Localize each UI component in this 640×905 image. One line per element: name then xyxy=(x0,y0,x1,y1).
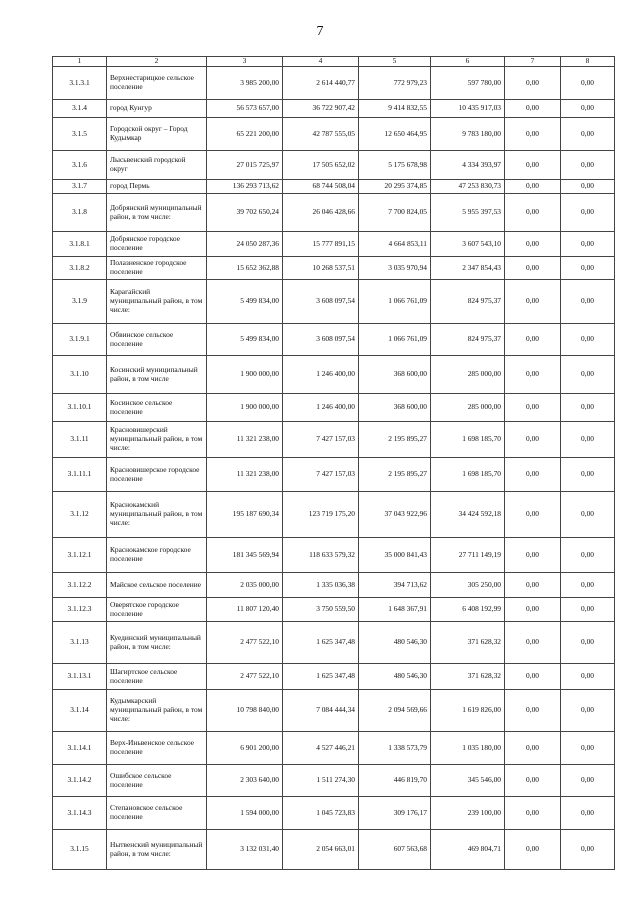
amount-col8: 0,00 xyxy=(561,458,615,492)
amount-col6: 27 711 149,19 xyxy=(431,538,505,573)
amount-col4: 7 427 157,03 xyxy=(283,422,359,458)
amount-col4: 118 633 579,32 xyxy=(283,538,359,573)
amount-col6: 34 424 592,18 xyxy=(431,492,505,538)
amount-col7: 0,00 xyxy=(505,732,561,765)
row-code: 3.1.13 xyxy=(53,622,107,664)
table-row xyxy=(53,151,615,180)
column-header: 1 xyxy=(53,57,107,67)
municipality-name: Верх-Иньвенское сельское поселение xyxy=(107,732,207,765)
column-header: 8 xyxy=(561,57,615,67)
amount-col7: 0,00 xyxy=(505,394,561,422)
row-code: 3.1.13.1 xyxy=(53,664,107,690)
amount-col4: 2 614 440,77 xyxy=(283,67,359,100)
amount-col8: 0,00 xyxy=(561,664,615,690)
amount-col6: 824 975,37 xyxy=(431,324,505,356)
table-row xyxy=(53,797,615,830)
table-row xyxy=(53,67,615,100)
amount-col8: 0,00 xyxy=(561,622,615,664)
amount-col8: 0,00 xyxy=(561,492,615,538)
amount-col8: 0,00 xyxy=(561,232,615,257)
amount-col7: 0,00 xyxy=(505,151,561,180)
municipality-name: Карагайский муниципальный район, в том числе: xyxy=(107,280,207,324)
amount-col7: 0,00 xyxy=(505,257,561,280)
row-code: 3.1.8.2 xyxy=(53,257,107,280)
amount-col6: 345 546,00 xyxy=(431,765,505,797)
municipality-name: Куединский муниципальный район, в том числе: xyxy=(107,622,207,664)
municipality-name: Обвинское сельское поселение xyxy=(107,324,207,356)
amount-col8: 0,00 xyxy=(561,598,615,622)
amount-col7: 0,00 xyxy=(505,232,561,257)
amount-col6: 2 347 854,43 xyxy=(431,257,505,280)
amount-col4: 3 750 559,50 xyxy=(283,598,359,622)
row-code: 3.1.4 xyxy=(53,100,107,118)
table-row xyxy=(53,622,615,664)
amount-col8: 0,00 xyxy=(561,573,615,598)
amount-col8: 0,00 xyxy=(561,118,615,151)
amount-total: 2 477 522,10 xyxy=(207,664,283,690)
municipality-name: Степановское сельское поселение xyxy=(107,797,207,830)
row-code: 3.1.14.2 xyxy=(53,765,107,797)
amount-total: 3 985 200,00 xyxy=(207,67,283,100)
table-row xyxy=(53,598,615,622)
municipality-name: Косинское сельское поселение xyxy=(107,394,207,422)
page-number: 7 xyxy=(316,24,324,39)
amount-total: 24 050 287,36 xyxy=(207,232,283,257)
amount-col7: 0,00 xyxy=(505,194,561,232)
amount-col5: 309 176,17 xyxy=(359,797,431,830)
row-code: 3.1.5 xyxy=(53,118,107,151)
amount-col8: 0,00 xyxy=(561,257,615,280)
municipality-name: Добрянское городское поселение xyxy=(107,232,207,257)
amount-col4: 4 527 446,21 xyxy=(283,732,359,765)
table-row xyxy=(53,280,615,324)
amount-col4: 123 719 175,20 xyxy=(283,492,359,538)
municipality-name: Нытвенский муниципальный район, в том числе: xyxy=(107,830,207,870)
row-code: 3.1.10.1 xyxy=(53,394,107,422)
amount-col5: 2 094 569,66 xyxy=(359,690,431,732)
municipality-name: Краснокамский муниципальный район, в том числе: xyxy=(107,492,207,538)
amount-col4: 26 046 428,66 xyxy=(283,194,359,232)
amount-total: 3 132 031,40 xyxy=(207,830,283,870)
amount-col6: 1 619 826,00 xyxy=(431,690,505,732)
row-code: 3.1.8.1 xyxy=(53,232,107,257)
amount-col6: 5 955 397,53 xyxy=(431,194,505,232)
amount-total: 11 807 120,40 xyxy=(207,598,283,622)
amount-col4: 7 427 157,03 xyxy=(283,458,359,492)
amount-total: 181 345 569,94 xyxy=(207,538,283,573)
amount-col7: 0,00 xyxy=(505,830,561,870)
amount-col5: 480 546,30 xyxy=(359,664,431,690)
amount-total: 2 303 640,00 xyxy=(207,765,283,797)
amount-col5: 9 414 832,55 xyxy=(359,100,431,118)
amount-col7: 0,00 xyxy=(505,100,561,118)
table-row xyxy=(53,232,615,257)
amount-col6: 10 435 917,03 xyxy=(431,100,505,118)
table-row xyxy=(53,458,615,492)
table-row xyxy=(53,422,615,458)
amount-col8: 0,00 xyxy=(561,356,615,394)
column-header: 6 xyxy=(431,57,505,67)
amount-col7: 0,00 xyxy=(505,324,561,356)
amount-col7: 0,00 xyxy=(505,664,561,690)
amount-col5: 772 979,23 xyxy=(359,67,431,100)
table-row xyxy=(53,324,615,356)
amount-col5: 2 195 895,27 xyxy=(359,422,431,458)
amount-col4: 7 084 444,34 xyxy=(283,690,359,732)
amount-col6: 824 975,37 xyxy=(431,280,505,324)
column-header: 4 xyxy=(283,57,359,67)
table-row xyxy=(53,394,615,422)
amount-col6: 1 698 185,70 xyxy=(431,422,505,458)
municipality-name: Полазненское городское поселение xyxy=(107,257,207,280)
amount-col5: 368 600,00 xyxy=(359,394,431,422)
row-code: 3.1.9 xyxy=(53,280,107,324)
municipality-name: Краснокамское городское поселение xyxy=(107,538,207,573)
amount-total: 1 594 000,00 xyxy=(207,797,283,830)
amount-col7: 0,00 xyxy=(505,492,561,538)
municipality-name: Кудымкарский муниципальный район, в том числе: xyxy=(107,690,207,732)
table-row xyxy=(53,194,615,232)
municipality-name: Косинский муниципальный район, в том числе xyxy=(107,356,207,394)
amount-col5: 1 066 761,09 xyxy=(359,324,431,356)
amount-col8: 0,00 xyxy=(561,324,615,356)
amount-col6: 597 780,00 xyxy=(431,67,505,100)
row-code: 3.1.12.1 xyxy=(53,538,107,573)
amount-col7: 0,00 xyxy=(505,118,561,151)
amount-col7: 0,00 xyxy=(505,280,561,324)
amount-col4: 15 777 891,15 xyxy=(283,232,359,257)
amount-col4: 1 625 347,48 xyxy=(283,664,359,690)
amount-col6: 47 253 830,73 xyxy=(431,180,505,194)
amount-col8: 0,00 xyxy=(561,765,615,797)
amount-col7: 0,00 xyxy=(505,538,561,573)
budget-allocation-table xyxy=(52,56,615,870)
amount-col6: 9 783 180,00 xyxy=(431,118,505,151)
column-number-header-row xyxy=(53,57,615,67)
municipality-name: Верхнестарицкое сельское поселение xyxy=(107,67,207,100)
amount-col5: 20 295 374,85 xyxy=(359,180,431,194)
amount-col7: 0,00 xyxy=(505,797,561,830)
amount-total: 136 293 713,62 xyxy=(207,180,283,194)
row-code: 3.1.15 xyxy=(53,830,107,870)
row-code: 3.1.8 xyxy=(53,194,107,232)
table-row xyxy=(53,118,615,151)
amount-col7: 0,00 xyxy=(505,356,561,394)
amount-total: 5 499 834,00 xyxy=(207,280,283,324)
municipality-name: Городской округ – Город Кудымкар xyxy=(107,118,207,151)
table-row xyxy=(53,492,615,538)
amount-col6: 285 000,00 xyxy=(431,394,505,422)
municipality-name: город Кунгур xyxy=(107,100,207,118)
amount-col6: 1 698 185,70 xyxy=(431,458,505,492)
amount-col7: 0,00 xyxy=(505,422,561,458)
amount-col5: 12 650 464,95 xyxy=(359,118,431,151)
amount-col5: 37 043 922,96 xyxy=(359,492,431,538)
amount-col5: 368 600,00 xyxy=(359,356,431,394)
amount-col8: 0,00 xyxy=(561,538,615,573)
row-code: 3.1.10 xyxy=(53,356,107,394)
amount-col6: 4 334 393,97 xyxy=(431,151,505,180)
amount-col8: 0,00 xyxy=(561,151,615,180)
amount-col7: 0,00 xyxy=(505,67,561,100)
amount-col5: 480 546,30 xyxy=(359,622,431,664)
table-row xyxy=(53,356,615,394)
amount-col5: 446 819,70 xyxy=(359,765,431,797)
amount-col8: 0,00 xyxy=(561,67,615,100)
amount-col5: 1 066 761,09 xyxy=(359,280,431,324)
amount-col7: 0,00 xyxy=(505,765,561,797)
amount-col6: 469 804,71 xyxy=(431,830,505,870)
amount-col6: 239 100,00 xyxy=(431,797,505,830)
amount-col5: 607 563,68 xyxy=(359,830,431,870)
amount-col4: 2 054 663,01 xyxy=(283,830,359,870)
amount-col4: 1 511 274,30 xyxy=(283,765,359,797)
amount-col4: 1 625 347,48 xyxy=(283,622,359,664)
amount-col8: 0,00 xyxy=(561,422,615,458)
amount-col6: 371 628,32 xyxy=(431,622,505,664)
amount-total: 65 221 200,00 xyxy=(207,118,283,151)
amount-col8: 0,00 xyxy=(561,690,615,732)
amount-col8: 0,00 xyxy=(561,830,615,870)
amount-col8: 0,00 xyxy=(561,797,615,830)
amount-col5: 3 035 970,94 xyxy=(359,257,431,280)
amount-total: 6 901 200,00 xyxy=(207,732,283,765)
amount-col4: 17 505 652,02 xyxy=(283,151,359,180)
table-row xyxy=(53,573,615,598)
municipality-name: город Пермь xyxy=(107,180,207,194)
amount-col8: 0,00 xyxy=(561,732,615,765)
amount-col4: 68 744 508,04 xyxy=(283,180,359,194)
amount-col5: 5 175 678,98 xyxy=(359,151,431,180)
column-header: 2 xyxy=(107,57,207,67)
municipality-name: Шагиртское сельское поселение xyxy=(107,664,207,690)
amount-col8: 0,00 xyxy=(561,194,615,232)
amount-col7: 0,00 xyxy=(505,690,561,732)
row-code: 3.1.14.3 xyxy=(53,797,107,830)
municipality-name: Лысьвенский городской округ xyxy=(107,151,207,180)
amount-col5: 7 700 824,05 xyxy=(359,194,431,232)
amount-col4: 42 787 555,05 xyxy=(283,118,359,151)
amount-col7: 0,00 xyxy=(505,598,561,622)
row-code: 3.1.7 xyxy=(53,180,107,194)
amount-col4: 3 608 097,54 xyxy=(283,280,359,324)
amount-total: 1 900 000,00 xyxy=(207,356,283,394)
amount-col6: 285 000,00 xyxy=(431,356,505,394)
amount-col4: 10 268 537,51 xyxy=(283,257,359,280)
amount-col7: 0,00 xyxy=(505,622,561,664)
municipality-name: Красновишерское городское поселение xyxy=(107,458,207,492)
amount-total: 5 499 834,00 xyxy=(207,324,283,356)
municipality-name: Оверятское городское поселение xyxy=(107,598,207,622)
amount-total: 10 798 840,00 xyxy=(207,690,283,732)
column-header: 3 xyxy=(207,57,283,67)
amount-col5: 35 000 841,43 xyxy=(359,538,431,573)
row-code: 3.1.12 xyxy=(53,492,107,538)
amount-col4: 36 722 907,42 xyxy=(283,100,359,118)
amount-col5: 4 664 853,11 xyxy=(359,232,431,257)
amount-total: 11 321 238,00 xyxy=(207,422,283,458)
table-row xyxy=(53,664,615,690)
municipality-name: Майское сельское поселение xyxy=(107,573,207,598)
amount-col7: 0,00 xyxy=(505,458,561,492)
amount-col8: 0,00 xyxy=(561,394,615,422)
amount-col4: 1 335 036,38 xyxy=(283,573,359,598)
amount-col6: 1 035 180,00 xyxy=(431,732,505,765)
table-row xyxy=(53,538,615,573)
table-row xyxy=(53,830,615,870)
row-code: 3.1.12.3 xyxy=(53,598,107,622)
amount-total: 15 652 362,88 xyxy=(207,257,283,280)
table-row xyxy=(53,100,615,118)
row-code: 3.1.11 xyxy=(53,422,107,458)
amount-total: 11 321 238,00 xyxy=(207,458,283,492)
amount-col6: 6 408 192,99 xyxy=(431,598,505,622)
table-row xyxy=(53,765,615,797)
amount-col8: 0,00 xyxy=(561,280,615,324)
amount-col6: 3 607 543,10 xyxy=(431,232,505,257)
amount-col5: 1 648 367,91 xyxy=(359,598,431,622)
amount-total: 195 187 690,34 xyxy=(207,492,283,538)
amount-col4: 1 246 400,00 xyxy=(283,356,359,394)
column-header: 7 xyxy=(505,57,561,67)
amount-col6: 305 250,00 xyxy=(431,573,505,598)
amount-col4: 3 608 097,54 xyxy=(283,324,359,356)
row-code: 3.1.12.2 xyxy=(53,573,107,598)
table-row xyxy=(53,690,615,732)
municipality-name: Красновишерский муниципальный район, в том числе: xyxy=(107,422,207,458)
table-row xyxy=(53,732,615,765)
amount-col5: 1 338 573,79 xyxy=(359,732,431,765)
amount-total: 1 900 000,00 xyxy=(207,394,283,422)
row-code: 3.1.11.1 xyxy=(53,458,107,492)
row-code: 3.1.3.1 xyxy=(53,67,107,100)
municipality-name: Ошибское сельское поселение xyxy=(107,765,207,797)
amount-col8: 0,00 xyxy=(561,180,615,194)
amount-col7: 0,00 xyxy=(505,573,561,598)
row-code: 3.1.9.1 xyxy=(53,324,107,356)
amount-total: 39 702 650,24 xyxy=(207,194,283,232)
amount-col4: 1 045 723,83 xyxy=(283,797,359,830)
amount-col6: 371 628,32 xyxy=(431,664,505,690)
row-code: 3.1.14 xyxy=(53,690,107,732)
amount-col7: 0,00 xyxy=(505,180,561,194)
column-header: 5 xyxy=(359,57,431,67)
table-row xyxy=(53,180,615,194)
amount-total: 2 035 000,00 xyxy=(207,573,283,598)
row-code: 3.1.6 xyxy=(53,151,107,180)
municipality-name: Добрянский муниципальный район, в том числе: xyxy=(107,194,207,232)
amount-col4: 1 246 400,00 xyxy=(283,394,359,422)
amount-col5: 394 713,62 xyxy=(359,573,431,598)
amount-total: 27 015 725,97 xyxy=(207,151,283,180)
table-row xyxy=(53,257,615,280)
amount-total: 2 477 522,10 xyxy=(207,622,283,664)
amount-total: 56 573 657,00 xyxy=(207,100,283,118)
amount-col8: 0,00 xyxy=(561,100,615,118)
amount-col5: 2 195 895,27 xyxy=(359,458,431,492)
row-code: 3.1.14.1 xyxy=(53,732,107,765)
